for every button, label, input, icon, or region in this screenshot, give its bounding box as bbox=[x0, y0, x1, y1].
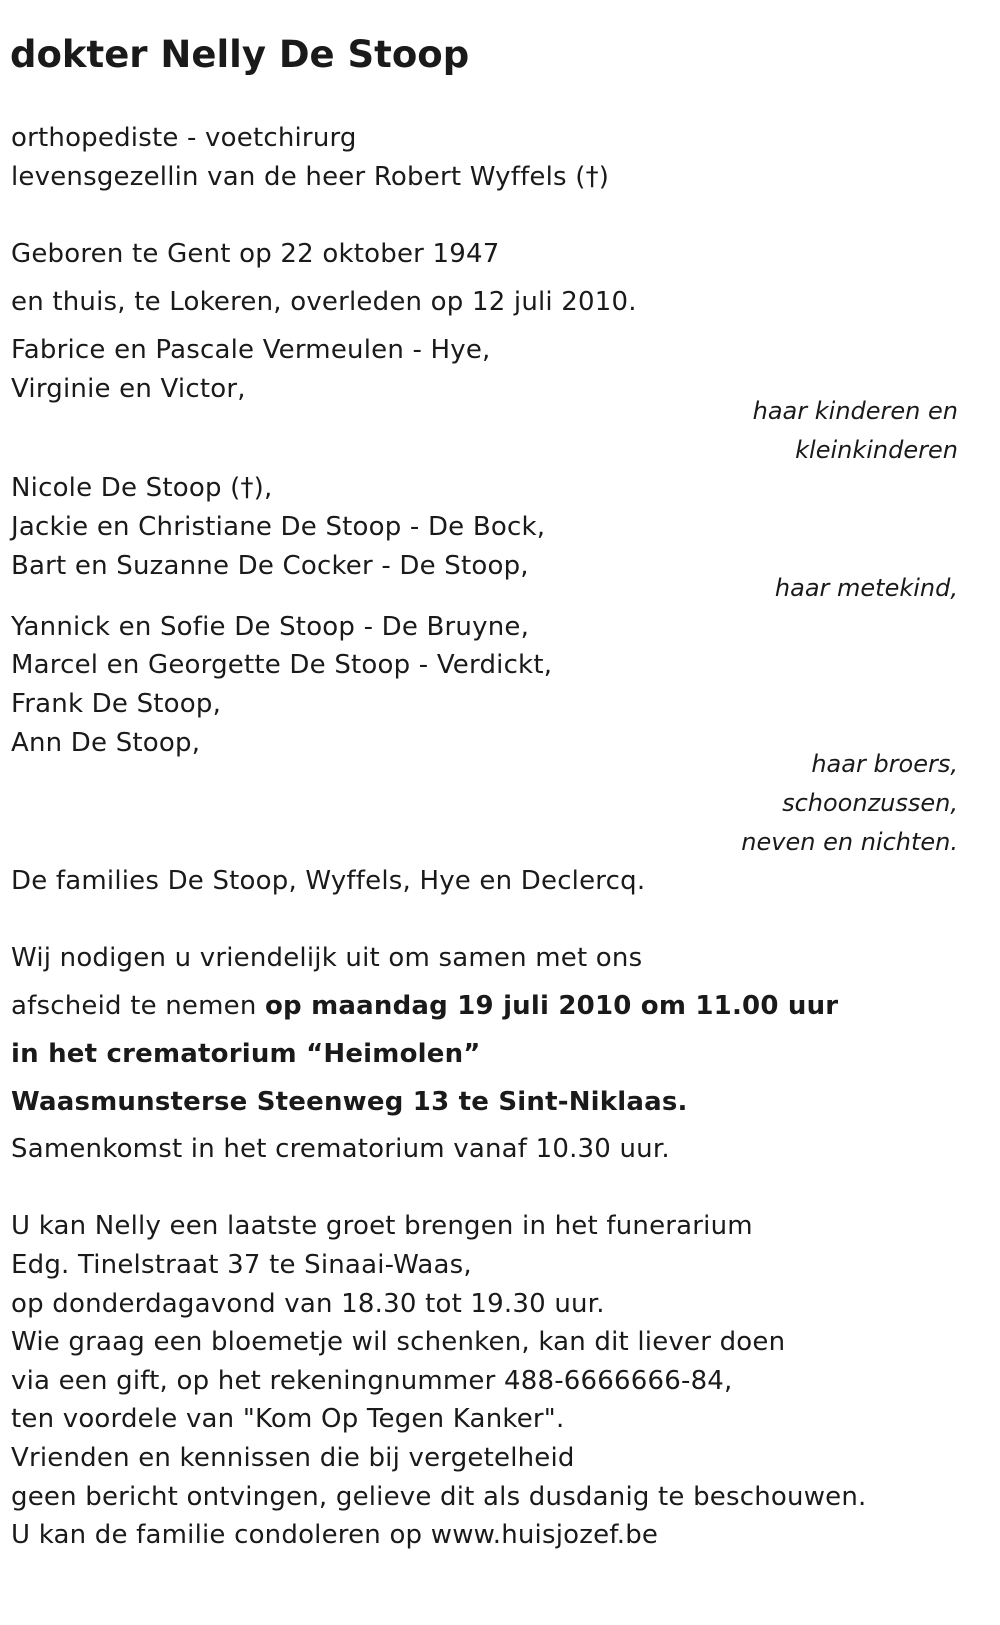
closing-line: geen bericht ontvingen, gelieve dit als dusdanig te beschouwen. bbox=[11, 1482, 867, 1512]
sibling-name: Nicole De Stoop (†), bbox=[11, 473, 273, 503]
sibling-name: Frank De Stoop, bbox=[11, 689, 222, 719]
birth-line: Geboren te Gent op 22 oktober 1947 bbox=[11, 239, 500, 269]
profession-line: orthopediste - voetchirurg bbox=[11, 123, 357, 153]
venue-line: in het crematorium “Heimolen” bbox=[11, 1039, 481, 1069]
sibling-name: Ann De Stoop, bbox=[11, 728, 201, 758]
farewell-prefix: afscheid te nemen bbox=[11, 991, 265, 1021]
condolence-line: U kan de familie condoleren op www.huisjozef.be bbox=[11, 1520, 659, 1550]
siblings-relation: neven en nichten. bbox=[741, 828, 958, 856]
sibling-name: Jackie en Christiane De Stoop - De Bock, bbox=[11, 512, 546, 542]
children-relation: haar kinderen en bbox=[752, 397, 958, 425]
closing-line: Edg. Tinelstraat 37 te Sinaai-Waas, bbox=[11, 1250, 472, 1280]
sibling-name: Marcel en Georgette De Stoop - Verdickt, bbox=[11, 650, 553, 680]
closing-line: ten voordele van "Kom Op Tegen Kanker". bbox=[11, 1404, 565, 1434]
metekind-relation: haar metekind, bbox=[774, 574, 958, 602]
siblings-relation: haar broers, bbox=[811, 750, 958, 778]
children-name: Virginie en Victor, bbox=[11, 374, 246, 404]
closing-line: via een gift, op het rekeningnummer 488-6666666-84, bbox=[11, 1366, 733, 1396]
address-line: Waasmunsterse Steenweg 13 te Sint-Niklaas. bbox=[11, 1087, 688, 1117]
closing-line: op donderdagavond van 18.30 tot 19.30 uur. bbox=[11, 1289, 605, 1319]
closing-line: Wie graag een bloemetje wil schenken, kan dit liever doen bbox=[11, 1327, 786, 1357]
partner-line: levensgezellin van de heer Robert Wyffels (†) bbox=[11, 162, 610, 192]
closing-line: U kan Nelly een laatste groet brengen in het funerarium bbox=[11, 1211, 753, 1241]
invite-line: Wij nodigen u vriendelijk uit om samen met ons bbox=[11, 943, 643, 973]
page-title: dokter Nelly De Stoop bbox=[10, 33, 470, 76]
sibling-name: Yannick en Sofie De Stoop - De Bruyne, bbox=[11, 612, 530, 642]
sibling-name: Bart en Suzanne De Cocker - De Stoop, bbox=[11, 551, 529, 581]
gathering-line: Samenkomst in het crematorium vanaf 10.30 uur. bbox=[11, 1134, 670, 1164]
farewell-line bbox=[11, 990, 838, 1022]
closing-line: Vrienden en kennissen die bij vergetelheid bbox=[11, 1443, 575, 1473]
children-relation: kleinkinderen bbox=[795, 436, 958, 464]
death-line: en thuis, te Lokeren, overleden op 12 juli 2010. bbox=[11, 287, 637, 317]
children-name: Fabrice en Pascale Vermeulen - Hye, bbox=[11, 335, 491, 365]
farewell-date: op maandag 19 juli 2010 om 11.00 uur bbox=[265, 991, 839, 1021]
siblings-relation: schoonzussen, bbox=[782, 789, 958, 817]
families-line: De families De Stoop, Wyffels, Hye en Declercq. bbox=[11, 866, 646, 896]
